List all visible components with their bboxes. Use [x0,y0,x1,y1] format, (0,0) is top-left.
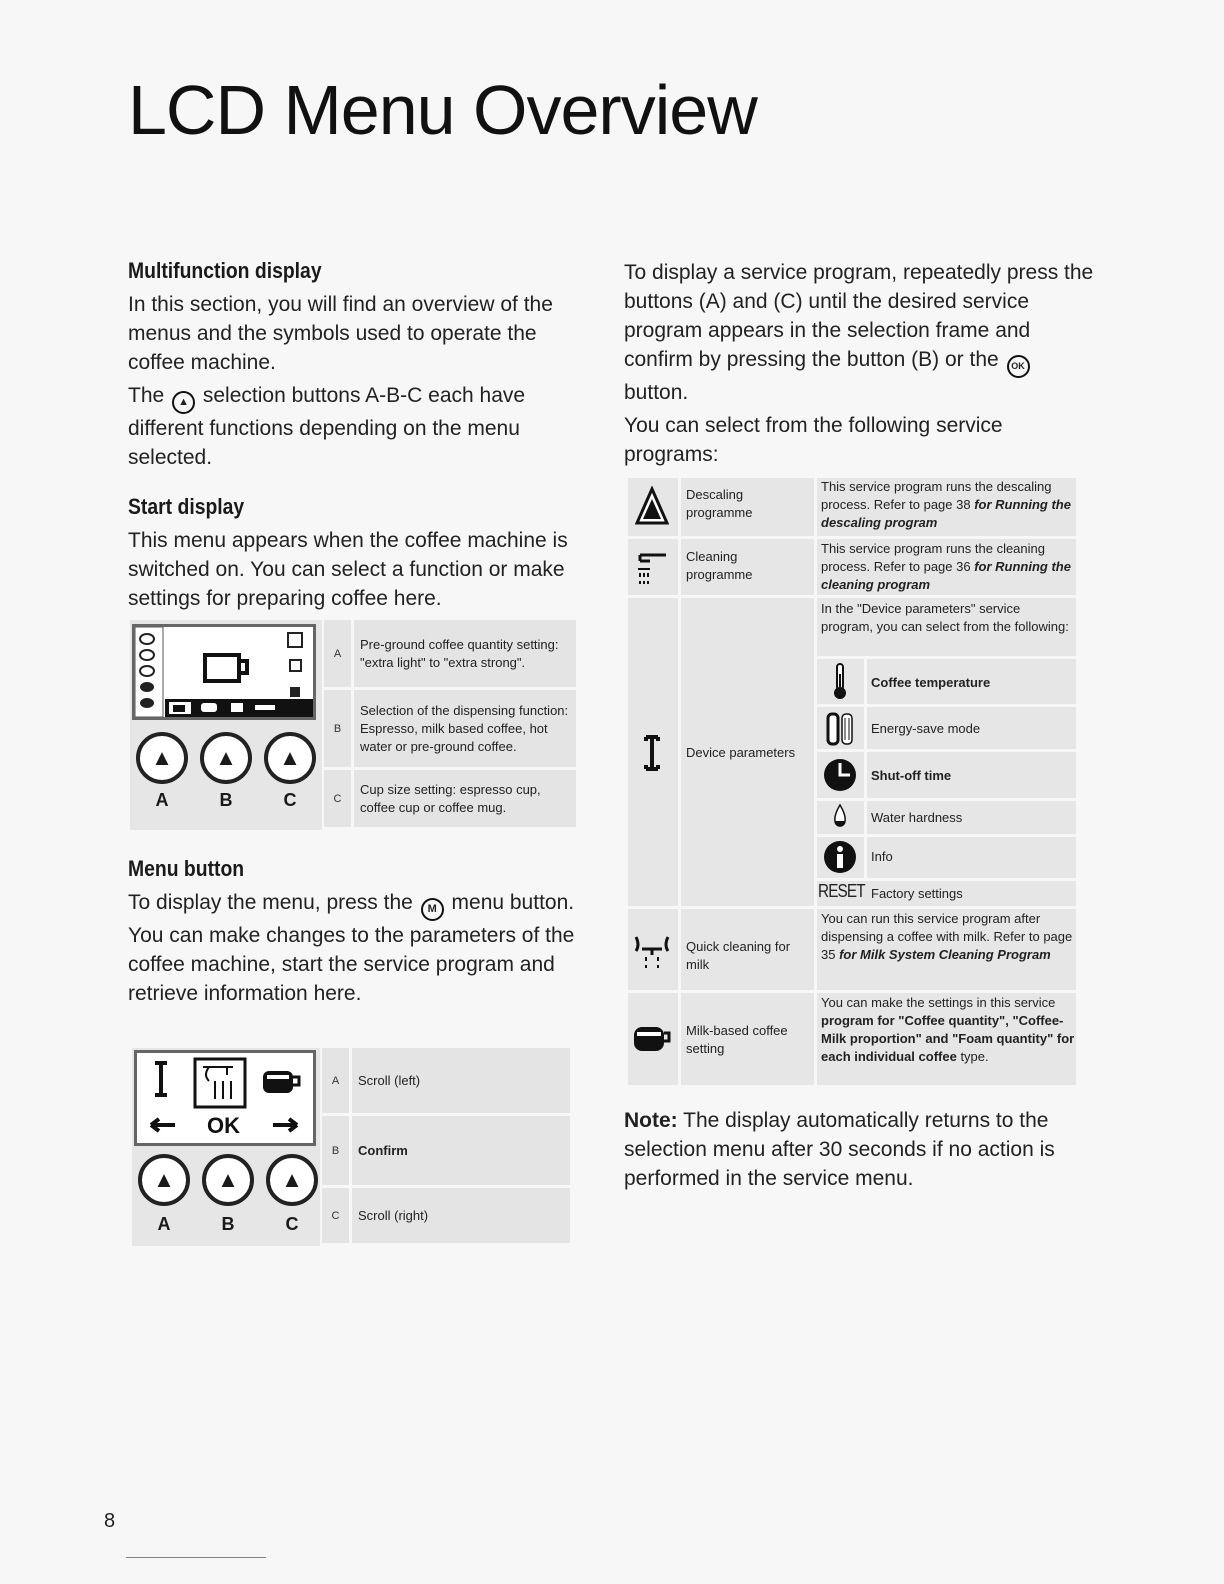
device-item-label: Water hardness [871,810,963,825]
service-list-intro: You can select from the following service programs: [624,414,1003,466]
cleaning-ref: for Running the cleaning program [821,559,1071,592]
menu-text-pre: To display the menu, press the [128,891,413,914]
start-display-illustration [130,620,322,830]
start-button-row [136,732,316,784]
page-number: 8 [104,1510,116,1532]
selection-buttons-paragraph [128,381,588,472]
descaling-desc-text: This service program runs the descaling process. Refer to page 38 [821,479,1052,512]
device-item-label: Shut-off time [871,768,952,783]
menu-lcd-screen [134,1050,316,1146]
start-button-c[interactable]: ▲ [264,732,316,784]
menu-label-c: C [285,1214,299,1234]
wrench-icon [628,728,676,778]
milk-coffee-description [821,994,1075,1066]
menu-button-c[interactable]: ▲ [266,1154,318,1206]
milk-desc-post: type. [956,1049,989,1064]
service-text-post: button. [624,381,689,404]
milk-desc-pre: You can make the settings in this service [821,995,1056,1010]
milk-coffee-name: Milk-based coffee setting [686,1023,788,1056]
footer-rule [126,1557,266,1558]
device-parameters-name: Device parameters [686,745,796,760]
quick-clean-name: Quick cleaning for milk [686,939,791,972]
descaling-description [821,478,1073,532]
quick-clean-milk-icon [628,922,676,976]
m-button-icon: M [421,898,444,921]
menu-option-letter: C [322,1188,352,1243]
descaling-ref: for Running the descaling program [821,497,1071,530]
start-option-row [324,620,576,690]
milk-desc-bold: program for "Coffee quantity", "Coffee-Milk proportion" and "Foam quantity" for each individual coffee [821,1013,1075,1064]
start-option-row [324,690,576,770]
water-drop-icon [818,801,862,833]
start-option-letter: C [324,770,354,827]
menu-option-text: Scroll (right) [358,1207,429,1223]
menu-button-row [138,1154,318,1206]
multifunction-heading: Multifunction display [128,258,322,283]
menu-lcd-icons [137,1053,313,1143]
service-intro-paragraph [624,258,1094,407]
start-lcd-screen [132,624,316,720]
up-arrow-button-icon: ▲ [172,391,195,414]
note-label: Note: [624,1109,678,1132]
start-label-c: C [283,790,297,810]
menu-options-table [322,1048,570,1246]
energy-save-icon [818,708,862,748]
menu-option-letter: B [322,1116,352,1185]
menu-option-row [322,1048,570,1116]
descaling-name: Descaling programme [686,487,753,520]
menu-button-section [128,856,588,1012]
device-item-label: Coffee temperature [871,675,991,690]
menu-display-illustration [132,1048,320,1246]
start-button-a[interactable]: ▲ [136,732,188,784]
device-parameters-intro: In the "Device parameters" service program, you can select from the following: [821,601,1069,634]
sel-text-pre: The [128,384,165,407]
ok-button-icon: OK [1007,355,1030,378]
menu-button-b[interactable]: ▲ [202,1154,254,1206]
note-text: The display automatically returns to the selection menu after 30 seconds if no action is performed in the service menu. [624,1109,1055,1190]
start-label-b: B [219,790,233,810]
start-display-heading: Start display [128,494,245,519]
milk-coffee-cup-icon [628,1014,676,1064]
menu-button-heading: Menu button [128,856,245,881]
cleaning-icon [628,542,676,592]
quick-clean-description [821,910,1073,964]
left-column [128,258,588,617]
start-option-text: Pre-ground coffee quantity setting: "extra light" to "extra strong". [360,636,559,670]
page-title: LCD Menu Overview [128,71,757,149]
menu-option-letter: A [322,1048,352,1113]
start-option-text: Selection of the dispensing function: Espresso, milk based coffee, hot water or pre-ground coffee. [360,702,569,754]
descaling-warning-icon [628,480,676,532]
device-item-label: Energy-save mode [871,721,981,736]
device-item-label: Info [871,849,893,864]
menu-option-row [322,1116,570,1188]
reset-icon: RESET [818,881,865,901]
start-option-row [324,770,576,830]
start-option-letter: B [324,690,354,767]
quick-clean-desc-text: You can run this service program after dispensing a coffee with milk. Refer to page 35 [821,911,1073,962]
start-button-b[interactable]: ▲ [200,732,252,784]
thermometer-icon [818,660,862,702]
start-option-text: Cup size setting: espresso cup, coffee cup or coffee mug. [360,781,541,815]
start-option-letter: A [324,620,354,687]
service-programs-table [628,478,1076,1085]
menu-label-b: B [221,1214,235,1234]
note-paragraph [624,1106,1094,1193]
device-item-label: Factory settings [871,886,963,901]
start-button-labels [130,790,322,811]
menu-button-labels [132,1214,324,1235]
menu-button-paragraph [128,888,588,1008]
menu-option-text: Scroll (left) [358,1072,421,1088]
menu-label-a: A [157,1214,171,1234]
cleaning-desc-text: This service program runs the cleaning process. Refer to page 36 [821,541,1045,574]
multifunction-paragraph: In this section, you will find an overview of the menus and the symbols used to operate the coffee machine. [128,293,553,374]
clock-icon [818,754,862,796]
lcd-ok-label: OK [207,1113,240,1138]
info-icon [818,838,862,876]
menu-option-text: Confirm [358,1142,408,1158]
menu-button-a[interactable]: ▲ [138,1154,190,1206]
start-lcd-icons [135,627,313,717]
right-column [624,258,1094,473]
start-label-a: A [155,790,169,810]
menu-text-post: menu button. You can make changes to the parameters of the coffee machine, start the service program and retrieve information here. [128,891,575,1005]
start-options-table [324,620,576,830]
service-text-pre: To display a service program, repeatedly press the buttons (A) and (C) until the desired service program appears in the selection frame and confirm by pressing the button (B) or the [624,261,1094,371]
start-display-paragraph: This menu appears when the coffee machine is switched on. You can select a function or make settings for preparing coffee here. [128,529,568,610]
cleaning-name: Cleaning programme [686,549,753,582]
menu-option-row [322,1188,570,1246]
quick-clean-ref: for Milk System Cleaning Program [839,947,1051,962]
cleaning-description [821,540,1073,594]
sel-text-post: selection buttons A-B-C each have different functions depending on the menu selected. [128,384,526,469]
